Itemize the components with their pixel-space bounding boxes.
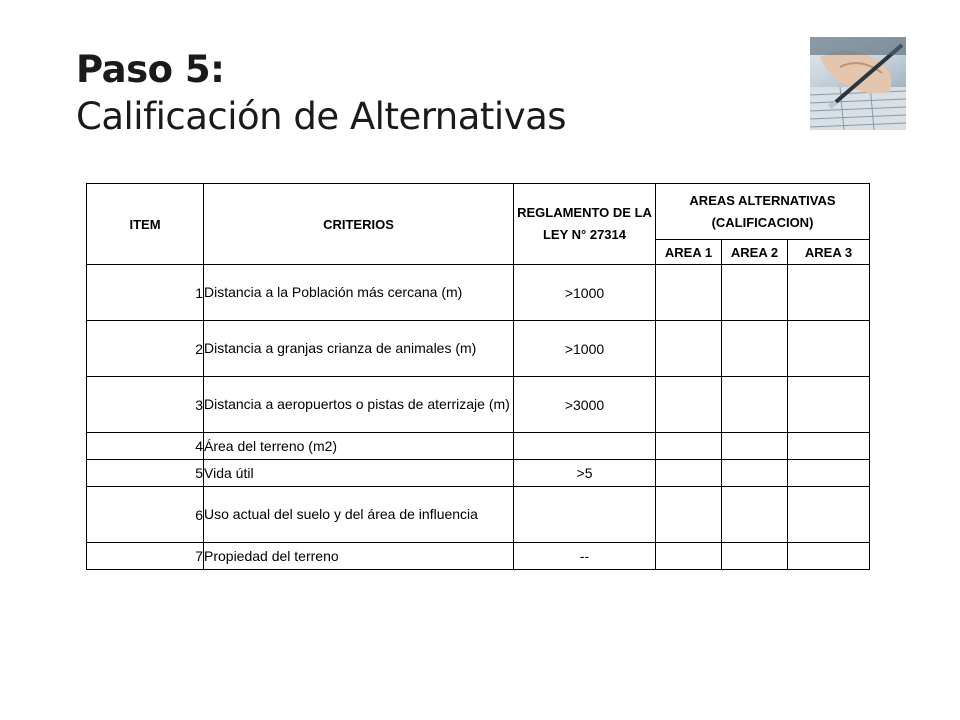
row-item: 1 — [87, 265, 204, 321]
row-area-1 — [656, 377, 722, 433]
header-reglamento: REGLAMENTO DE LA LEY N° 27314 — [514, 184, 656, 265]
row-area-2 — [722, 460, 788, 487]
row-area-2 — [722, 543, 788, 570]
row-area-3 — [788, 321, 870, 377]
row-criterio: Distancia a aeropuertos o pistas de aterrizaje (m) — [204, 377, 514, 433]
table-row — [87, 377, 870, 433]
criteria-table — [86, 183, 870, 570]
row-area-2 — [722, 377, 788, 433]
table-row — [87, 321, 870, 377]
header-area-3: AREA 3 — [788, 240, 870, 265]
row-item: 6 — [87, 487, 204, 543]
header-areas: AREAS ALTERNATIVAS (CALIFICACION) — [656, 184, 870, 240]
row-area-2 — [722, 487, 788, 543]
table-row — [87, 460, 870, 487]
row-area-2 — [722, 321, 788, 377]
row-criterio: Distancia a granjas crianza de animales (m) — [204, 321, 514, 377]
title-subtitle: Calificación de Alternativas — [76, 95, 567, 138]
row-reglamento — [514, 433, 656, 460]
row-item: 3 — [87, 377, 204, 433]
row-area-3 — [788, 265, 870, 321]
header-item: ITEM — [87, 184, 204, 265]
row-criterio: Vida útil — [204, 460, 514, 487]
header-area-1: AREA 1 — [656, 240, 722, 265]
row-area-1 — [656, 265, 722, 321]
row-area-1 — [656, 487, 722, 543]
row-reglamento: >1000 — [514, 321, 656, 377]
row-area-3 — [788, 433, 870, 460]
row-area-1 — [656, 433, 722, 460]
row-criterio: Propiedad del terreno — [204, 543, 514, 570]
row-criterio: Uso actual del suelo y del área de influencia — [204, 487, 514, 543]
row-reglamento: >1000 — [514, 265, 656, 321]
row-item: 7 — [87, 543, 204, 570]
hand-writing-photo-icon — [810, 37, 906, 130]
row-area-3 — [788, 377, 870, 433]
row-reglamento: >3000 — [514, 377, 656, 433]
row-item: 4 — [87, 433, 204, 460]
table-row — [87, 487, 870, 543]
row-area-1 — [656, 543, 722, 570]
row-area-2 — [722, 433, 788, 460]
row-reglamento: >5 — [514, 460, 656, 487]
table-row — [87, 543, 870, 570]
row-area-3 — [788, 460, 870, 487]
row-item: 2 — [87, 321, 204, 377]
row-item: 5 — [87, 460, 204, 487]
row-reglamento: -- — [514, 543, 656, 570]
row-area-2 — [722, 265, 788, 321]
row-area-1 — [656, 321, 722, 377]
row-area-3 — [788, 543, 870, 570]
row-reglamento — [514, 487, 656, 543]
slide-title — [76, 46, 566, 140]
table-row — [87, 265, 870, 321]
title-step: Paso 5: — [76, 48, 225, 91]
row-area-1 — [656, 460, 722, 487]
row-criterio: Área del terreno (m2) — [204, 433, 514, 460]
row-area-3 — [788, 487, 870, 543]
table-row — [87, 433, 870, 460]
header-criterios: CRITERIOS — [204, 184, 514, 265]
header-area-2: AREA 2 — [722, 240, 788, 265]
row-criterio: Distancia a la Población más cercana (m) — [204, 265, 514, 321]
